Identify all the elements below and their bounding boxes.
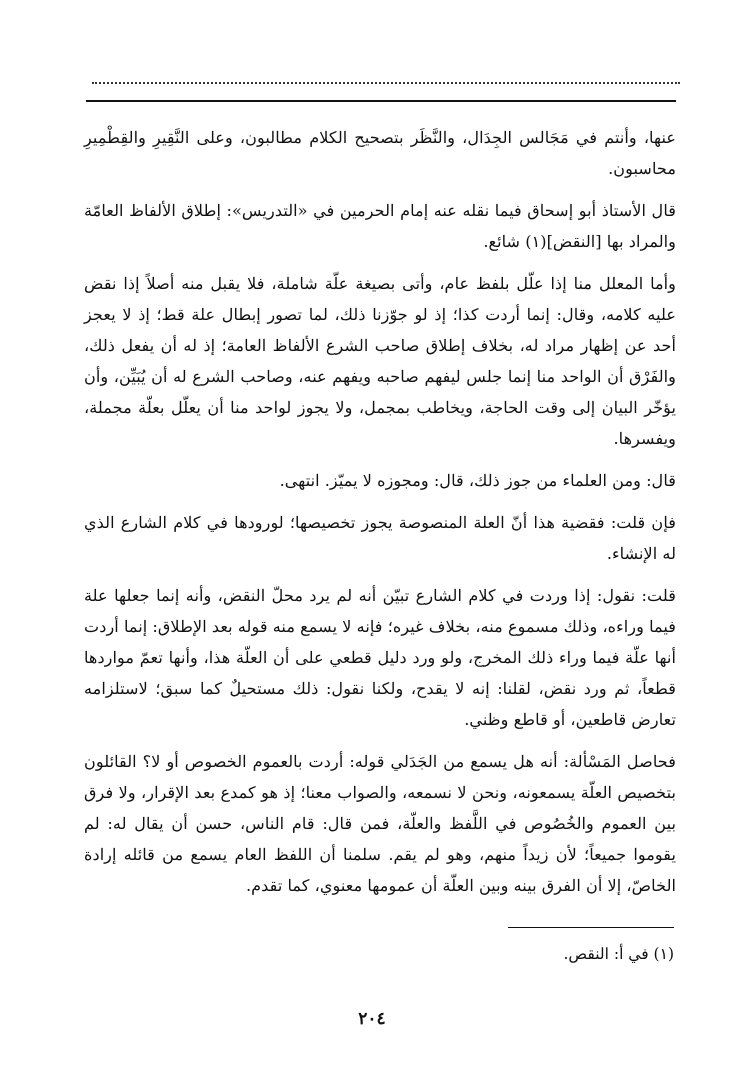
paragraph-4: قال: ومن العلماء من جوز ذلك، قال: ومجوزه لا يميّز. انتهى. xyxy=(279,471,676,490)
header-rule xyxy=(86,100,676,102)
header-dotted-line xyxy=(92,68,680,84)
paragraph-6: قلت: نقول: إذا وردت في كلام الشارع تبيّن أنه لم يرد محلّ النقض، وأنه إنما جعلها علة فيما وراءه، وذلك مسموع منه، بخلاف غيره؛ فإنه لا يسمع منه قوله بعد الإطلاق: إنما أردت أنها علّة فيما وراء ذلك المخرج، ولو ورد دليل قطعي على أن العلّة هذا، وأنها تعمّ مواردها قطعاً، ثم ورد نقض، لقلنا: إنه لا يقدح، ولكنا نقول: ذلك مستحيلٌ كما سبق؛ لاستلزامه تعارض قاطعين، أو قاطع وظني. xyxy=(84,586,676,729)
paragraph-5: فإن قلت: فقضية هذا أنّ العلة المنصوصة يجوز تخصيصها؛ لورودها في كلام الشارع الذي له الإنشاء. xyxy=(84,513,676,563)
page-number: ٢٠٤ xyxy=(358,1009,386,1029)
footnote-rule xyxy=(508,927,674,928)
paragraph-3: وأما المعلل منا إذا علّل بلفظ عام، وأتى بصيغة علّة شاملة، فلا يقبل منه أصلاً إذا نقض عليه كلامه، وقال: إنما أردت كذا؛ إذ لو جوّزنا ذلك، لما تصور إبطال علة قط؛ إذ لا يعجز أحد عن إظهار مراد له، بخلاف إطلاق صاحب الشرع الألفاظ العامة؛ إذ له أن يفعل ذلك، والفَرْق أن الواحد منا إنما جلس ليفهم صاحبه ويفهم عنه، وصاحب الشرع له أن يُبَيِّن، وأن يؤخّر البيان إلى وقت الحاجة، ويخاطب بمجمل، ولا يجوز لواحد منا أن يعلّل بعلّة مجملة، ويفسرها. xyxy=(84,274,676,448)
body-text xyxy=(84,122,676,912)
paragraph-1: عنها، وأنتم في مَجَالس الجِدَال، والنَّظَر بتصحيح الكلام مطالبون، وعلى النَّقِيرِ والقِطْمِيرِ محاسبون. xyxy=(84,128,676,178)
paragraph-7: فحاصل المَسْألة: أنه هل يسمع من الجَدَلي قوله: أردت بالعموم الخصوص أو لا؟ القائلون بتخصيص العلّة يسمعونه، ونحن لا نسمعه، والصواب معنا؛ إذ هو كمدع بعد الإقرار، ولا فرق بين العموم والخُصُوص في اللَّفظ والعلّة، فمن قال: قام الناس، حسن أن يقال له: لم يقوموا جميعاً؛ لأن زيداً منهم، وهو لم يقم. سلمنا أن اللفظ العام يسمع من قائله إرادة الخاصّ، إلا أن الفرق بينه وبين العلّة أن عمومها معنوي، كما تقدم. xyxy=(84,752,676,895)
footnote: (١) في أ: النقص. xyxy=(563,945,674,963)
paragraph-2: قال الأستاذ أبو إسحاق فيما نقله عنه إمام الحرمين في «التدريس»: إطلاق الألفاظ العامّة والمراد بها [النقض](١) شائع. xyxy=(84,201,676,251)
